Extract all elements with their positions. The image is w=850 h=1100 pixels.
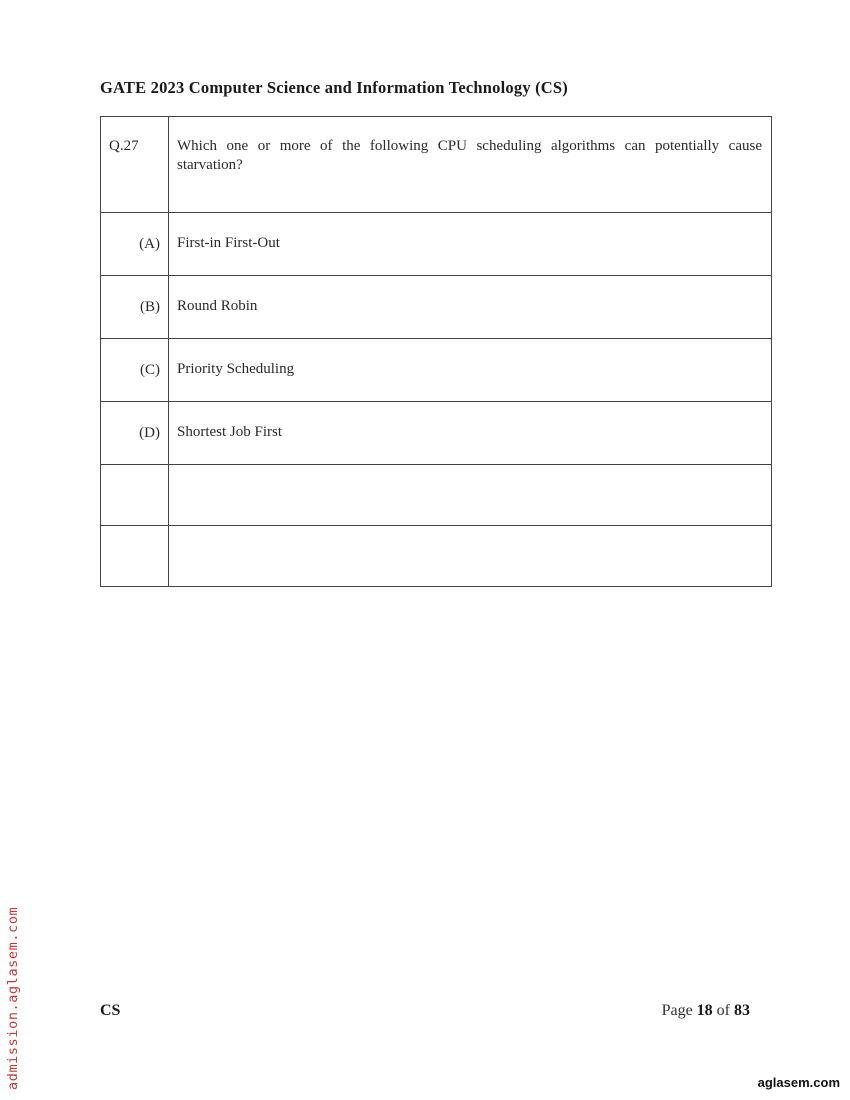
- option-row-b: [101, 276, 772, 339]
- page-current: 18: [696, 1002, 713, 1019]
- option-text-d: Shortest Job First: [169, 402, 772, 465]
- question-number: Q.27: [101, 117, 169, 213]
- option-label-c: (C): [101, 339, 169, 402]
- empty-cell: [101, 526, 169, 587]
- side-watermark: admission.aglasem.com: [5, 906, 21, 1090]
- footer-paper-code: CS: [100, 1002, 121, 1019]
- empty-row: [101, 465, 772, 526]
- option-row-c: [101, 339, 772, 402]
- option-text-b: Round Robin: [169, 276, 772, 339]
- option-text-a: First-in First-Out: [169, 213, 772, 276]
- empty-cell: [169, 526, 772, 587]
- option-row-d: [101, 402, 772, 465]
- option-label-b: (B): [101, 276, 169, 339]
- option-row-a: [101, 213, 772, 276]
- page-title: GATE 2023 Computer Science and Information Technology (CS): [100, 78, 568, 97]
- question-table: [100, 116, 772, 587]
- empty-row: [101, 526, 772, 587]
- option-text-c: Priority Scheduling: [169, 339, 772, 402]
- option-label-d: (D): [101, 402, 169, 465]
- page-of: of: [716, 1002, 730, 1019]
- question-text: Which one or more of the following CPU scheduling algorithms can potentially cause starvation?: [169, 117, 772, 213]
- page-word: Page: [661, 1002, 693, 1019]
- question-row: [101, 117, 772, 213]
- brand-watermark: aglasem.com: [757, 1075, 840, 1090]
- page-total: 83: [734, 1002, 750, 1019]
- page-number: [662, 1002, 750, 1020]
- option-label-a: (A): [101, 213, 169, 276]
- empty-cell: [169, 465, 772, 526]
- empty-cell: [101, 465, 169, 526]
